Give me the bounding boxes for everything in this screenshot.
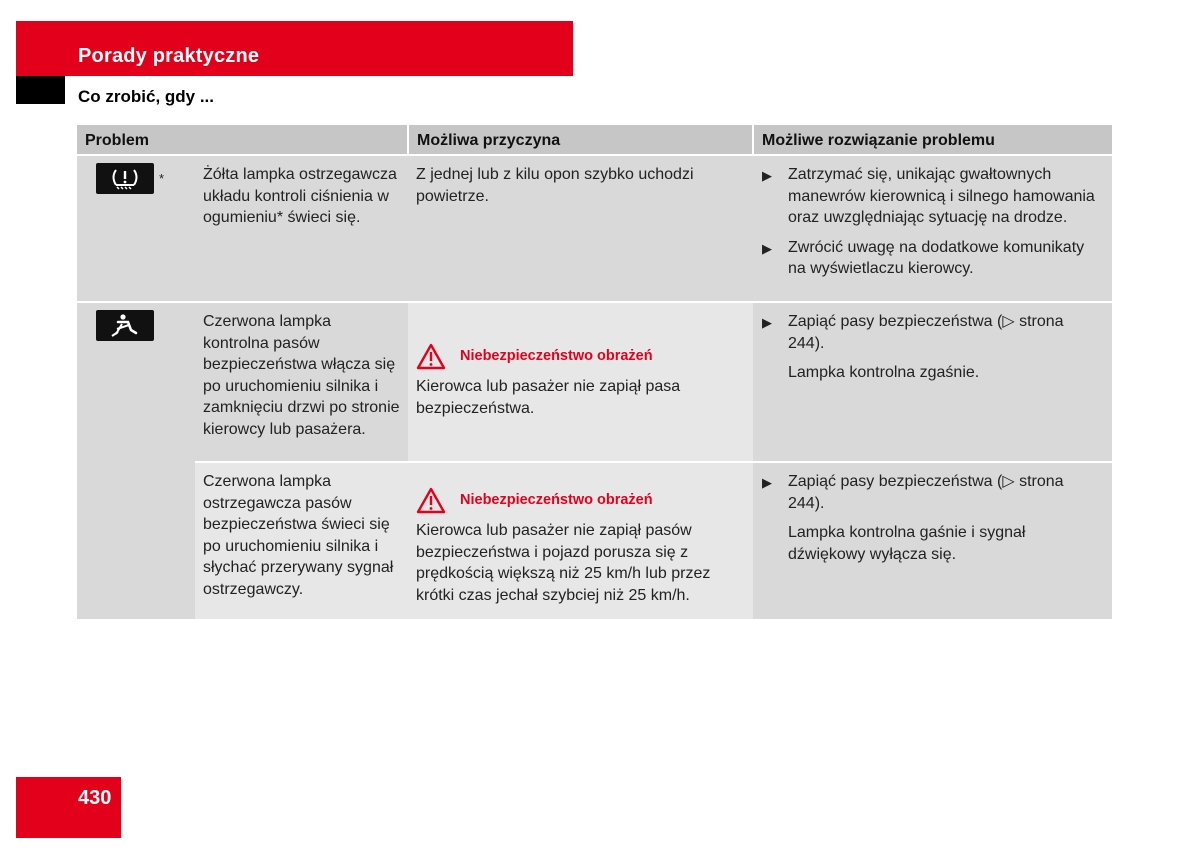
cause-text: Z jednej lub z kilu opon szybko uchodzi powietrze. (408, 155, 753, 302)
solution-note: Lampka kontrolna zgaśnie. (788, 364, 980, 381)
warning-text: Niebezpieczeństwo obrażeń (460, 491, 653, 508)
solution-text: Zwrócić uwagę na dodatkowe komunikaty na wyświetlaczu kierowcy. (788, 238, 1085, 277)
cause-cell (408, 462, 753, 619)
bullet-arrow-icon: ▶ (762, 240, 772, 256)
solution-text: Zatrzymać się, unikając gwałtownych manewrów kierownicą i silnego hamowania oraz uwzględniając sytuację na drodze. (788, 166, 1095, 226)
bullet-arrow-icon: ▶ (762, 475, 772, 490)
solution-text: Zapiąć pasy bezpieczeństwa (▷ strona 244). (788, 313, 1064, 352)
problem-text: Czerwona lampka kontrolna pasów bezpieczeństwa włącza się po uruchomieniu silnika i zamknięciu drzwi po stronie kierowcy lub pasażera. (195, 302, 408, 462)
section-subtitle: Co zrobić, gdy ... (78, 87, 215, 106)
header-solution: Możliwe rozwiązanie problemu (753, 125, 1112, 155)
page-number: 430 (78, 787, 112, 809)
bullet-arrow-icon: ▶ (762, 168, 772, 183)
warning-triangle-icon (416, 487, 446, 514)
cause-cell (408, 302, 753, 462)
table-row (77, 155, 1112, 302)
header-problem: Problem (77, 125, 408, 155)
header-tab-marker (16, 76, 65, 104)
seat-belt-warning-icon (96, 310, 154, 341)
table-row (77, 302, 1112, 462)
header-cause: Możliwa przyczyna (408, 125, 753, 155)
bullet-arrow-icon: ▶ (762, 315, 772, 330)
table-header-row (77, 125, 1112, 155)
footnote-star: * (159, 171, 165, 186)
list-item (762, 237, 1104, 280)
solution-text: Zapiąć pasy bezpieczeństwa (▷ strona 244). (788, 473, 1064, 512)
tire-pressure-warning-icon (96, 163, 154, 194)
warning-text: Niebezpieczeństwo obrażeń (460, 347, 653, 364)
troubleshooting-table (77, 125, 1112, 619)
warning-triangle-icon (416, 343, 446, 370)
list-item (762, 311, 1104, 354)
section-title: Porady praktyczne (78, 45, 260, 67)
indicator-cell (77, 302, 195, 619)
list-item (762, 164, 1104, 229)
cause-text: Kierowca lub pasażer nie zapiął pasa bezpieczeństwa. (416, 378, 681, 417)
warning-label (416, 487, 745, 514)
solution-note: Lampka kontrolna gaśnie i sygnał dźwiękowy wyłącza się. (788, 524, 1026, 563)
list-item (762, 471, 1104, 514)
solution-cell (753, 462, 1112, 619)
problem-text: Żółta lampka ostrzegawcza układu kontroli ciśnienia w ogumieniu* świeci się. (195, 155, 408, 302)
problem-text: Czerwona lampka ostrzegawcza pasów bezpieczeństwa świeci się po uruchomieniu silnika i słychać przerywany sygnał ostrzegawczy. (195, 462, 408, 619)
table-row (77, 462, 1112, 619)
solution-cell (753, 302, 1112, 462)
indicator-cell (77, 155, 195, 302)
cause-text: Kierowca lub pasażer nie zapiął pasów bezpieczeństwa i pojazd porusza się z prędkością większą niż 25 km/h lub przez krótki czas jechał szybciej niż 25 km/h. (416, 522, 711, 604)
warning-label (416, 343, 745, 370)
solution-cell (753, 155, 1112, 302)
